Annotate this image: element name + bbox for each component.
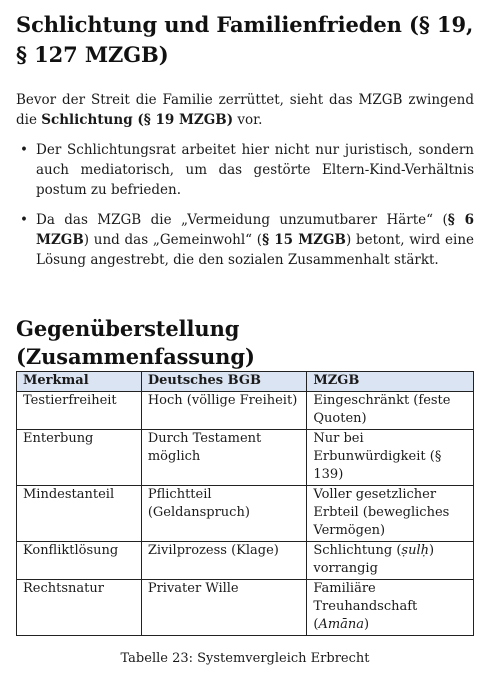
table-row: [17, 580, 474, 636]
intro-text-start: Bevor der Streit die Familie zerrüttet, sieht das MZGB zwingend die: [16, 92, 474, 128]
bullet-bold-reference: § 6 MZGB: [36, 212, 475, 248]
section-heading-schlichtung: Schlichtung und Familienfrieden (§ 19, § 127 MZGB): [16, 12, 474, 67]
column-header-mzgb: MZGB: [307, 372, 474, 392]
section-heading-wrapper: [16, 315, 474, 371]
bullet-marker: •: [20, 212, 28, 228]
intro-bold-reference: Schlichtung (§ 19 MZGB): [41, 112, 234, 128]
bullet-item-schlichtungsrat: [16, 140, 474, 200]
table-row: [17, 430, 474, 486]
column-header-bgb: Deutsches BGB: [141, 372, 307, 392]
table-cell: Pflichtteil (Geldanspruch): [141, 486, 307, 542]
comparison-table: [16, 371, 474, 636]
table-cell: Durch Testament möglich: [141, 430, 307, 486]
bullet-text: Der Schlichtungsrat arbeitet hier nicht nur juristisch, sondern auch mediatorisch, um das gestörte Eltern-Kind-Verhältnis postum zu befrieden.: [36, 142, 474, 198]
bullet-bold-reference: § 15 MZGB: [262, 232, 346, 248]
table-cell: Privater Wille: [141, 580, 307, 636]
bullet-list: [16, 140, 474, 270]
bullet-text-part: ) betont, wird eine Lösung angestrebt, die den sozialen Zusammenhalt stärkt.: [36, 232, 475, 268]
table-cell: Testierfreiheit: [17, 392, 142, 430]
table-row: [17, 542, 474, 580]
table-row: [17, 486, 474, 542]
intro-paragraph: [16, 90, 474, 130]
section-heading-gegenueberstellung: Gegenüberstellung (Zusammenfassung): [16, 316, 255, 369]
table-cell: Schlichtung (ṣulḥ) vorrangig: [307, 542, 474, 580]
bullet-item-haerte-gemeinwohl: [16, 210, 474, 270]
intro-text-end: vor.: [233, 112, 263, 128]
table-cell: Voller gesetzlicher Erbteil (bewegliches Vermögen): [307, 486, 474, 542]
table-row: [17, 392, 474, 430]
transliterated-term: Amāna: [318, 617, 365, 632]
table-cell: Mindestanteil: [17, 486, 142, 542]
table-cell: Konfliktlösung: [17, 542, 142, 580]
bullet-text-part: ) und das „Gemeinwohl“ (: [83, 232, 263, 248]
table-cell: Enterbung: [17, 430, 142, 486]
table-cell: Zivilprozess (Klage): [141, 542, 307, 580]
table-cell: Familiäre Treuhandschaft (Amāna): [307, 580, 474, 636]
table-cell: Hoch (völlige Freiheit): [141, 392, 307, 430]
bullet-text-part: Da das MZGB die „Vermeidung unzumutbarer Härte“ (: [36, 212, 448, 228]
table-caption: Tabelle 23: Systemvergleich Erbrecht: [120, 651, 370, 666]
table-cell: Eingeschränkt (feste Quoten): [307, 392, 474, 430]
transliterated-term: ṣulḥ: [401, 543, 429, 558]
table-cell: Nur bei Erbunwürdigkeit (§ 139): [307, 430, 474, 486]
table-cell: Rechtsnatur: [17, 580, 142, 636]
column-header-merkmal: Merkmal: [17, 372, 142, 392]
table-header-row: [17, 372, 474, 392]
bullet-marker: •: [20, 142, 28, 158]
document-page: [16, 10, 475, 666]
